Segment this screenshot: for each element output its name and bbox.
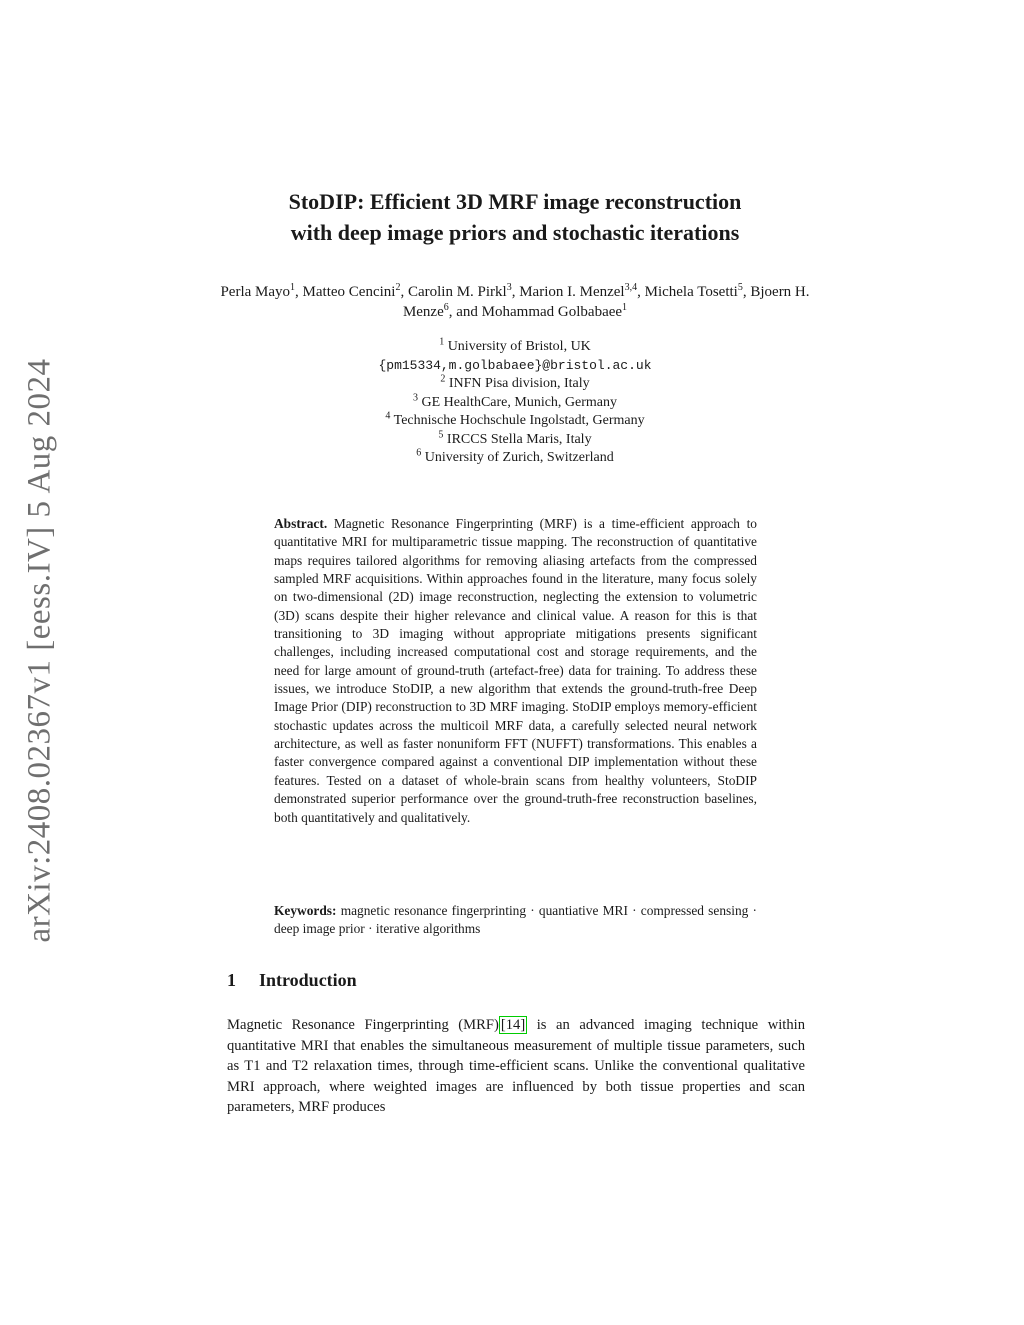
affiliation: $^3$ GE HealthCare, Munich, Germany bbox=[412, 391, 618, 410]
affiliation-list bbox=[260, 338, 770, 468]
author-email: {pm15334,m.golbabaee}@bristol.ac.uk bbox=[378, 357, 652, 373]
affiliation: $^1$ University of Bristol, UK bbox=[439, 336, 591, 354]
author: Perla Mayo$^1$, bbox=[220, 282, 303, 300]
title-line-1: StoDIP: Efficient 3D MRF image reconstruction bbox=[288, 189, 742, 214]
keywords-text: magnetic resonance fingerprinting · quantiative MRI · compressed sensing · deep image prior · iterative algorithms bbox=[274, 903, 757, 937]
affiliation: $^4$ Technische Hochschule Ingolstadt, Germany bbox=[385, 410, 645, 428]
paper-title bbox=[190, 186, 840, 248]
affiliation: $^6$ University of Zurich, Switzerland bbox=[416, 447, 614, 465]
keywords-label: Keywords: bbox=[274, 903, 337, 918]
citation-link[interactable]: [14] bbox=[500, 1017, 526, 1033]
author: Matteo Cencini$^2$, bbox=[302, 282, 408, 300]
arxiv-stamp-text: arXiv:2408.02367v1 [eess.IV] 5 Aug 2024 bbox=[21, 357, 58, 943]
author: Michela Tosetti$^5$, bbox=[644, 282, 751, 300]
author-list bbox=[210, 282, 820, 322]
section-heading bbox=[227, 970, 627, 991]
author: Mohammad Golbabaee$^1$ bbox=[481, 302, 628, 320]
author: Bjoern H. Menze$^6$, and bbox=[402, 284, 810, 320]
section-number: 1 bbox=[227, 970, 236, 990]
abstract-label: Abstract. bbox=[274, 516, 328, 531]
author: Marion I. Menzel$^{3,4}$, bbox=[519, 282, 645, 300]
intro-paragraph bbox=[227, 1015, 805, 1118]
intro-text-start: Magnetic Resonance Fingerprinting (MRF) bbox=[227, 1017, 499, 1033]
section-title: Introduction bbox=[259, 970, 357, 990]
affiliation: $^5$ IRCCS Stella Maris, Italy bbox=[438, 428, 592, 447]
title-line-2: with deep image priors and stochastic iterations bbox=[290, 220, 740, 245]
affiliation: $^2$ INFN Pisa division, Italy bbox=[440, 373, 590, 391]
keywords bbox=[274, 902, 757, 939]
abstract-text: Magnetic Resonance Fingerprinting (MRF) is a time-efficient approach to quantitative MRI for multiparametric tissue mapping. The reconstruction of quantitative maps requires tailored algorithms for removing aliasing artefacts from the compressed sampled MRF acquisitions. Within approaches found in the literature, many focus solely on two-dimensional (2D) image reconstruction, neglecting the extension to volumetric (3D) scans despite their higher relevance and clinical value. A reason for this is that transitioning to 3D imaging without appropriate mitigations presents significant challenges, including increased computational cost and storage requirements, and the need for large amount of ground-truth (artefact-free) data for training. To address these issues, we introduce StoDIP, a new algorithm that extends the ground-truth-free Deep Image Prior (DIP) reconstruction to 3D MRF imaging. StoDIP employs memory-efficient stochastic updates across the multicoil MRF data, a carefully selected neural network architecture, as well as faster nonuniform FFT (NUFFT) transformations. This enables a faster convergence compared against a conventional DIP implementation without these features. Tested on a dataset of whole-brain scans from healthy volunteers, StoDIP demonstrated superior performance over the ground-truth-free reconstruction baselines, both quantitatively and qualitatively. bbox=[274, 516, 757, 825]
abstract bbox=[274, 515, 757, 827]
arxiv-stamp bbox=[20, 350, 60, 950]
intro-text-rest: is an advanced imaging technique within quantitative MRI that enables the simultaneous measurement of multiple tissue parameters, such as T1 and T2 relaxation times, through time-efficient scans. Unlike the conventional qualitative MRI approach, where weighted images are influenced by both tissue properties and scan parameters, MRF produces bbox=[227, 1017, 805, 1116]
author: Carolin M. Pirkl$^3$, bbox=[407, 282, 520, 300]
